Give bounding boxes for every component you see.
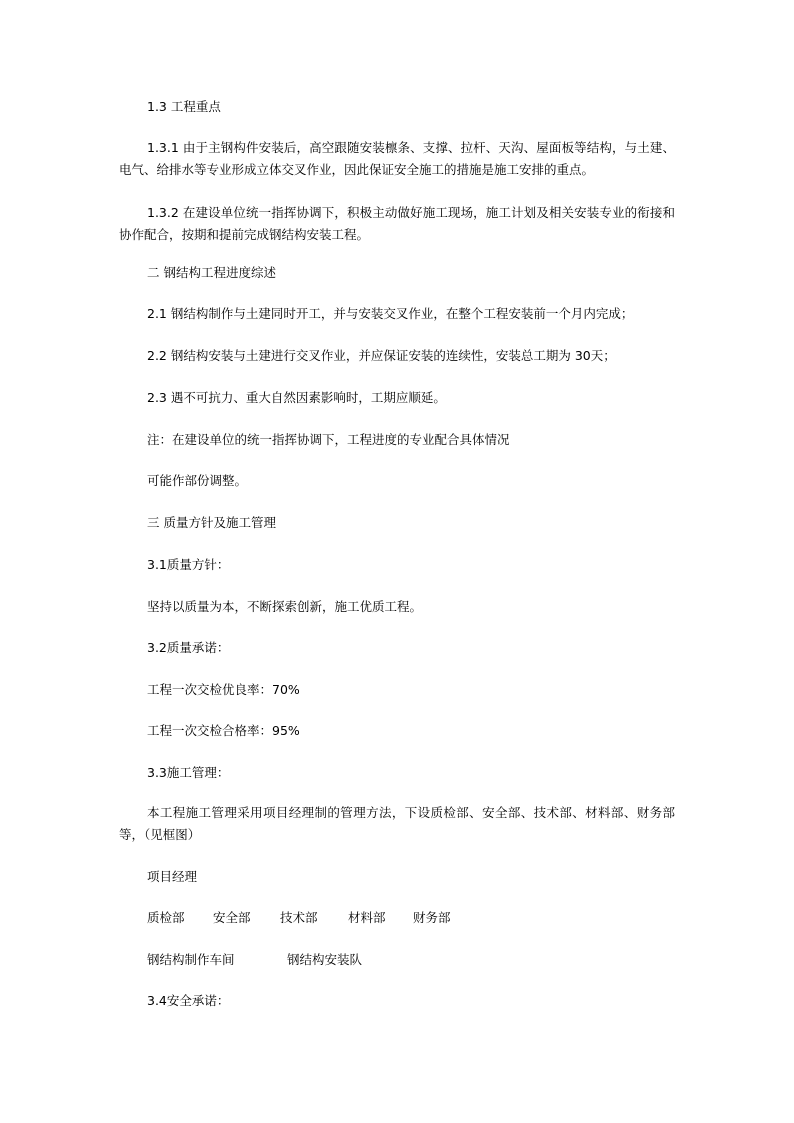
org-department: 财务部 — [413, 910, 451, 925]
section-3-3-heading: 3.3施工管理： — [147, 765, 230, 780]
section-3-1-text: 坚持以质量为本，不断探索创新，施工优质工程。 — [147, 599, 423, 614]
section-3-3-text: 本工程施工管理采用项目经理制的管理方法，下设质检部、安全部、技术部、材料部、财务部等，（见框图） — [119, 805, 675, 842]
note-line-1: 注：在建设单位的统一指挥协调下，工程进度的专业配合具体情况 — [147, 432, 510, 447]
paragraph-2-3: 2.3 遇不可抗力、重大自然因素影响时，工期应顺延。 — [147, 390, 446, 405]
org-chart-departments — [147, 910, 451, 926]
org-department: 技术部 — [280, 910, 318, 925]
section-1-3-heading: 1.3 工程重点 — [147, 99, 221, 114]
section-2-heading: 二 钢结构工程进度综述 — [147, 265, 276, 280]
org-department: 材料部 — [348, 910, 386, 925]
paragraph-1-3-1: 1.3.1 由于主钢构件安装后，高空跟随安装檩条、支撑、拉杆、天沟、屋面板等结构，与土建、电气、给排水等专业形成立体交叉作业，因此保证安全施工的措施是施工安排的重点。 — [119, 140, 675, 177]
org-team: 钢结构安装队 — [287, 952, 363, 967]
section-3-2-heading: 3.2质量承诺： — [147, 640, 230, 655]
paragraph-2-1: 2.1 钢结构制作与土建同时开工，并与安装交叉作业，在整个工程安装前一个月内完成； — [147, 306, 634, 321]
quality-rate-excellent: 工程一次交检优良率：70% — [147, 682, 300, 697]
section-3-4-heading: 3.4安全承诺： — [147, 993, 230, 1008]
org-chart-teams — [147, 952, 362, 968]
org-chart-top: 项目经理 — [147, 869, 198, 884]
org-department: 安全部 — [213, 910, 251, 925]
paragraph-1-3-2: 1.3.2 在建设单位统一指挥协调下，积极主动做好施工现场，施工计划及相关安装专业的衔接和协作配合，按期和提前完成钢结构安装工程。 — [119, 205, 675, 242]
quality-rate-pass: 工程一次交检合格率：95% — [147, 723, 300, 738]
section-3-heading: 三 质量方针及施工管理 — [147, 515, 276, 530]
paragraph-2-2: 2.2 钢结构安装与土建进行交叉作业，并应保证安装的连续性，安装总工期为 30天； — [147, 348, 616, 363]
org-team: 钢结构制作车间 — [147, 952, 235, 967]
section-3-1-heading: 3.1质量方针： — [147, 557, 230, 572]
org-department: 质检部 — [147, 910, 185, 925]
note-line-2: 可能作部份调整。 — [147, 473, 248, 488]
